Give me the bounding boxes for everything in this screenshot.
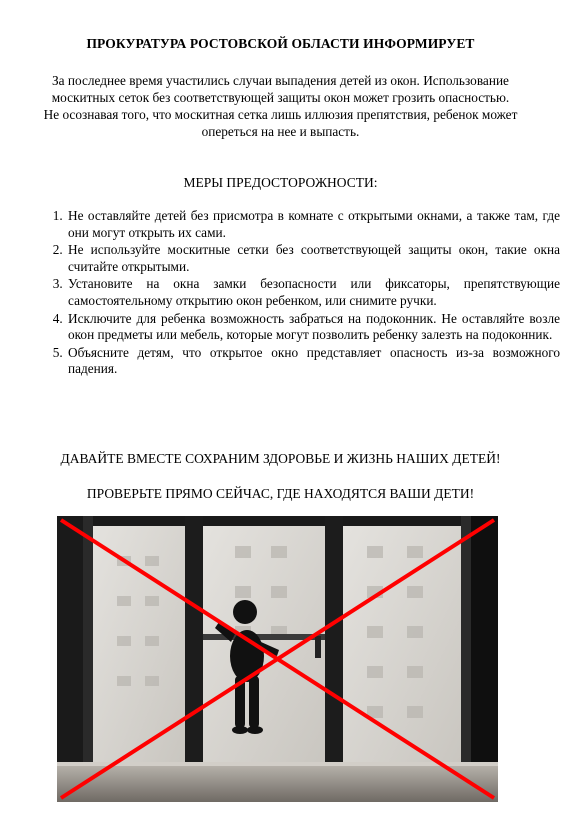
intro-paragraph-1: За последнее время участились случаи выпадения детей из окон. Использование москитных сеток без соответствующей защиты окон может грозить опасностью.: [51, 73, 510, 105]
measures-heading: МЕРЫ ПРЕДОСТОРОЖНОСТИ:: [183, 175, 378, 190]
list-item: 2. Не используйте москитные сетки без соответствующей защиты окон, такие окна считайте открытыми.: [66, 242, 560, 275]
page-title: ПРОКУРАТУРА РОСТОВСКОЙ ОБЛАСТИ ИНФОРМИРУЕТ: [86, 36, 475, 51]
list-item: 1. Не оставляйте детей без присмотра в комнате с открытыми окнами, а также там, где они могут открыть их сами.: [66, 208, 560, 241]
list-item: 5. Объясните детям, что открытое окно представляет опасность из-за возможного падения.: [66, 345, 560, 378]
child-at-window-photo: [57, 516, 498, 802]
list-item: 4. Исключите для ребенка возможность забраться на подоконник. Не оставляйте возле окон предметы или мебель, которые могут позволить ребенку залезть на подоконник.: [66, 311, 560, 344]
call-to-action-2: ПРОВЕРЬТЕ ПРЯМО СЕЙЧАС, ГДЕ НАХОДЯТСЯ ВАШИ ДЕТИ!: [86, 486, 475, 501]
list-item: 3. Установите на окна замки безопасности или фиксаторы, препятствующие самостоятельному открытию окон ребенком, или снимите ручки.: [66, 276, 560, 309]
call-to-action-1: ДАВАЙТЕ ВМЕСТЕ СОХРАНИМ ЗДОРОВЬЕ И ЖИЗНЬ НАШИХ ДЕТЕЙ!: [60, 451, 501, 466]
rules-list: [34, 208, 560, 379]
intro-text: [20, 72, 541, 140]
warning-photo: [57, 516, 498, 802]
intro-paragraph-2: Не осознавая того, что москитная сетка лишь иллюзия препятствия, ребенок может опереться на нее и выпасть.: [43, 107, 518, 139]
